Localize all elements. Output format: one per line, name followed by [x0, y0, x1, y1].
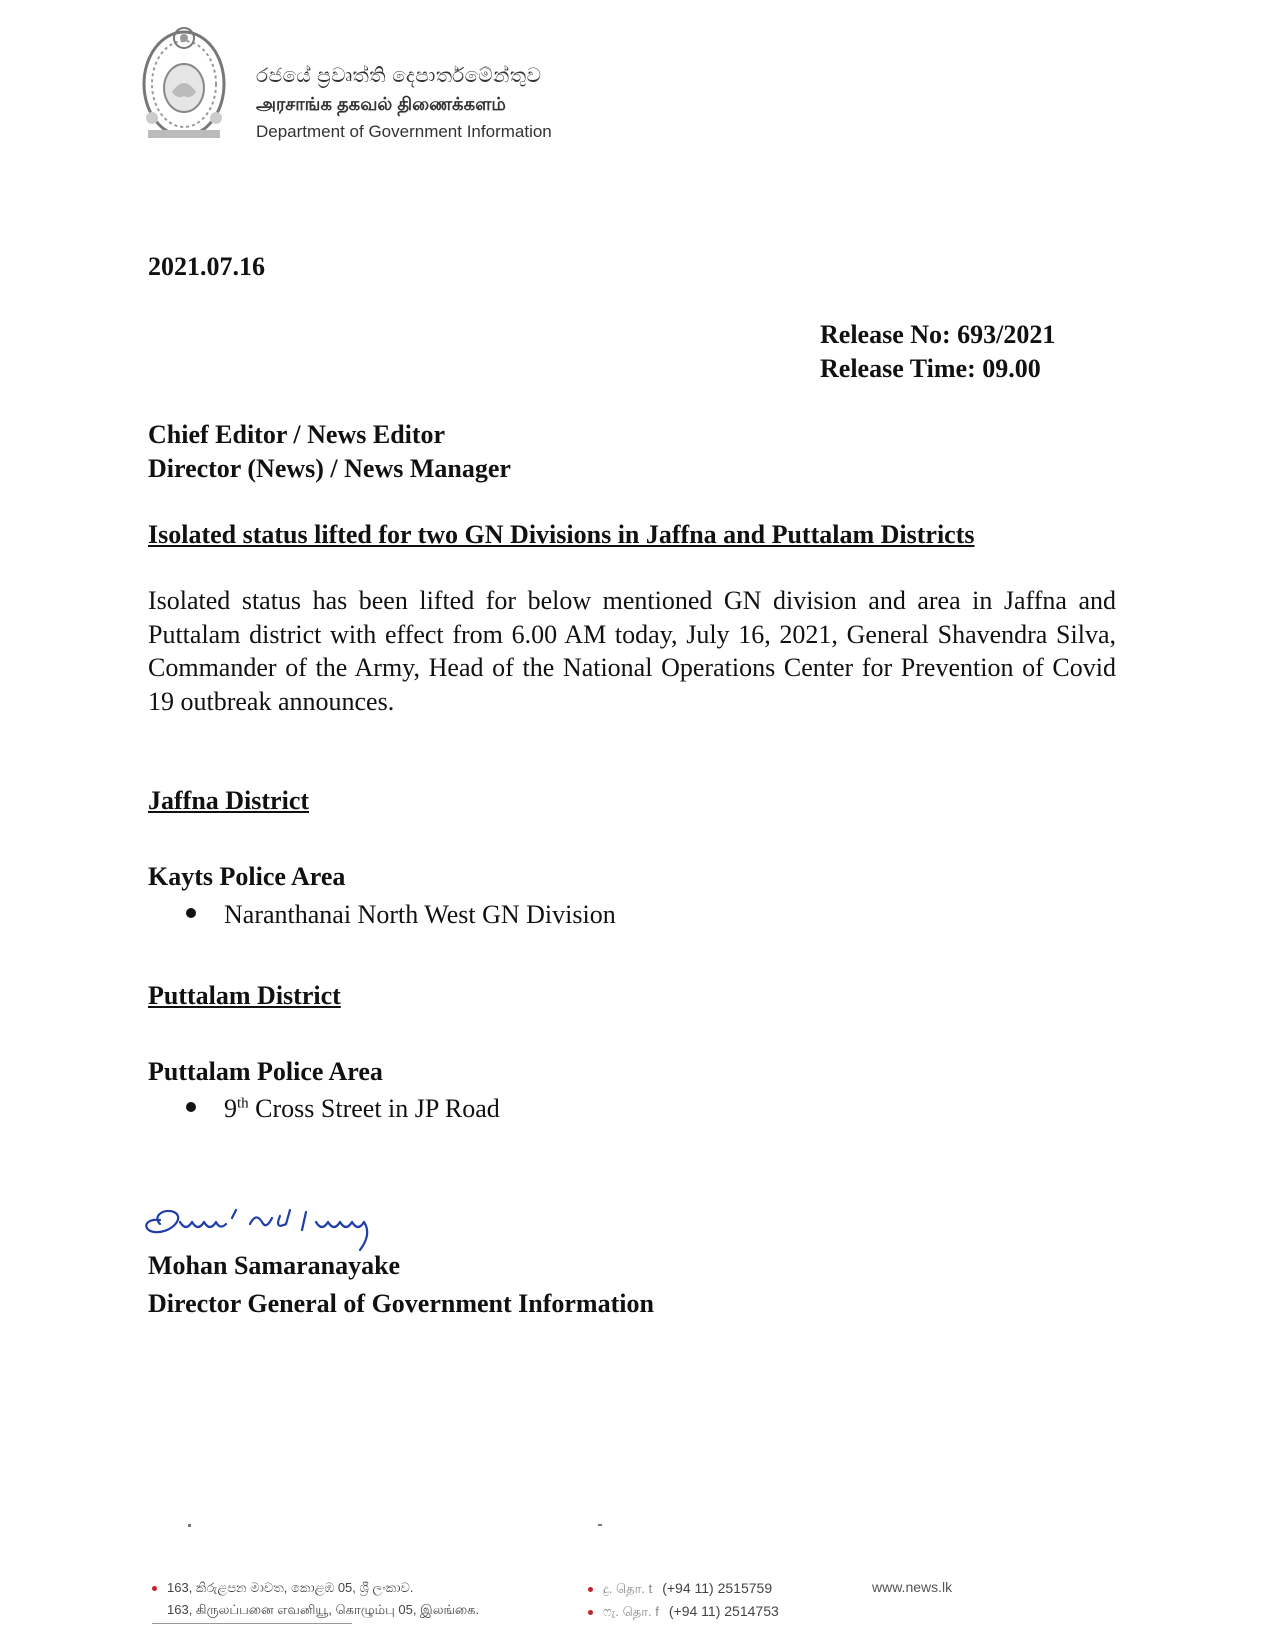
- bullet-icon: [186, 908, 196, 918]
- list-item: [186, 1094, 500, 1124]
- bullet-icon: [186, 1102, 196, 1112]
- footer-bullet-icon: [588, 1587, 593, 1592]
- department-name-tamil: அரசாங்க தகவல் திணைக்களம்: [256, 94, 506, 114]
- ordinal-suffix: th: [237, 1095, 249, 1112]
- police-area-puttalam: Puttalam Police Area: [148, 1057, 383, 1086]
- release-time: Release Time: 09.00: [820, 354, 1041, 383]
- list-item-text: Naranthanai North West GN Division: [224, 900, 616, 929]
- addressee-line-2: Director (News) / News Manager: [148, 454, 511, 483]
- section-heading-puttalam-district: Puttalam District: [148, 981, 341, 1010]
- signatory-block: [148, 1247, 654, 1323]
- footer-mark: [598, 1524, 602, 1526]
- signatory-name: Mohan Samaranayake: [148, 1251, 401, 1280]
- department-name-block: [256, 62, 552, 146]
- page-title: Isolated status lifted for two GN Divisions in Jaffna and Puttalam Districts: [148, 520, 975, 549]
- list-item: [186, 900, 616, 930]
- footer-bullet-icon: [152, 1586, 157, 1591]
- release-number: Release No: 693/2021: [820, 320, 1056, 349]
- addressees: [148, 418, 511, 486]
- fax-label: ෆැ. தொ. f: [603, 1604, 659, 1619]
- telephone-number: (+94 11) 2515759: [662, 1580, 773, 1596]
- street-number: 9: [224, 1094, 237, 1123]
- department-name-english: Department of Government Information: [256, 122, 552, 141]
- list-item-text: [224, 1094, 500, 1124]
- street-name: Cross Street in JP Road: [248, 1094, 500, 1123]
- section-heading-jaffna-district: Jaffna District: [148, 786, 310, 815]
- signatory-title: Director General of Government Information: [148, 1289, 654, 1318]
- footer-contact: [588, 1577, 779, 1623]
- addressee-line-1: Chief Editor / News Editor: [148, 420, 446, 449]
- police-area-kayts: Kayts Police Area: [148, 862, 346, 891]
- footer-address: [152, 1577, 479, 1621]
- telephone-label: දු. தொ. t: [603, 1581, 653, 1596]
- department-name-sinhala: රජයේ ප්‍රවෘත්ති දෙපාර්තමේන්තුව: [256, 65, 542, 87]
- release-info: [820, 318, 1055, 386]
- footer-address-tamil: 163, கிருலப்பனை எவனியூ, கொழும்பு 05, இலங்கை.: [167, 1602, 480, 1617]
- body-paragraph: Isolated status has been lifted for below mentioned GN division and area in Jaffna and Puttalam district with effect from 6.00 AM today, July 16, 2021, General Shavendra Silva, Commander of the Army, Head of the National Operations Center for Prevention of Covid 19 outbreak announces.: [148, 586, 1116, 716]
- website-link[interactable]: www.news.lk: [872, 1579, 953, 1595]
- footer-mark: [188, 1524, 191, 1527]
- footer-address-sinhala: 163, කිරුළපන මාවත, කොළඹ 05, ශ්‍රී ලංකාව.: [167, 1580, 414, 1595]
- handwritten-signature-icon: [140, 1198, 470, 1254]
- footer-divider: [152, 1623, 352, 1624]
- release-date: 2021.07.16: [148, 252, 265, 281]
- fax-number: (+94 11) 2514753: [668, 1603, 779, 1619]
- sri-lanka-emblem-icon: [138, 22, 230, 142]
- footer-bullet-icon: [588, 1610, 593, 1615]
